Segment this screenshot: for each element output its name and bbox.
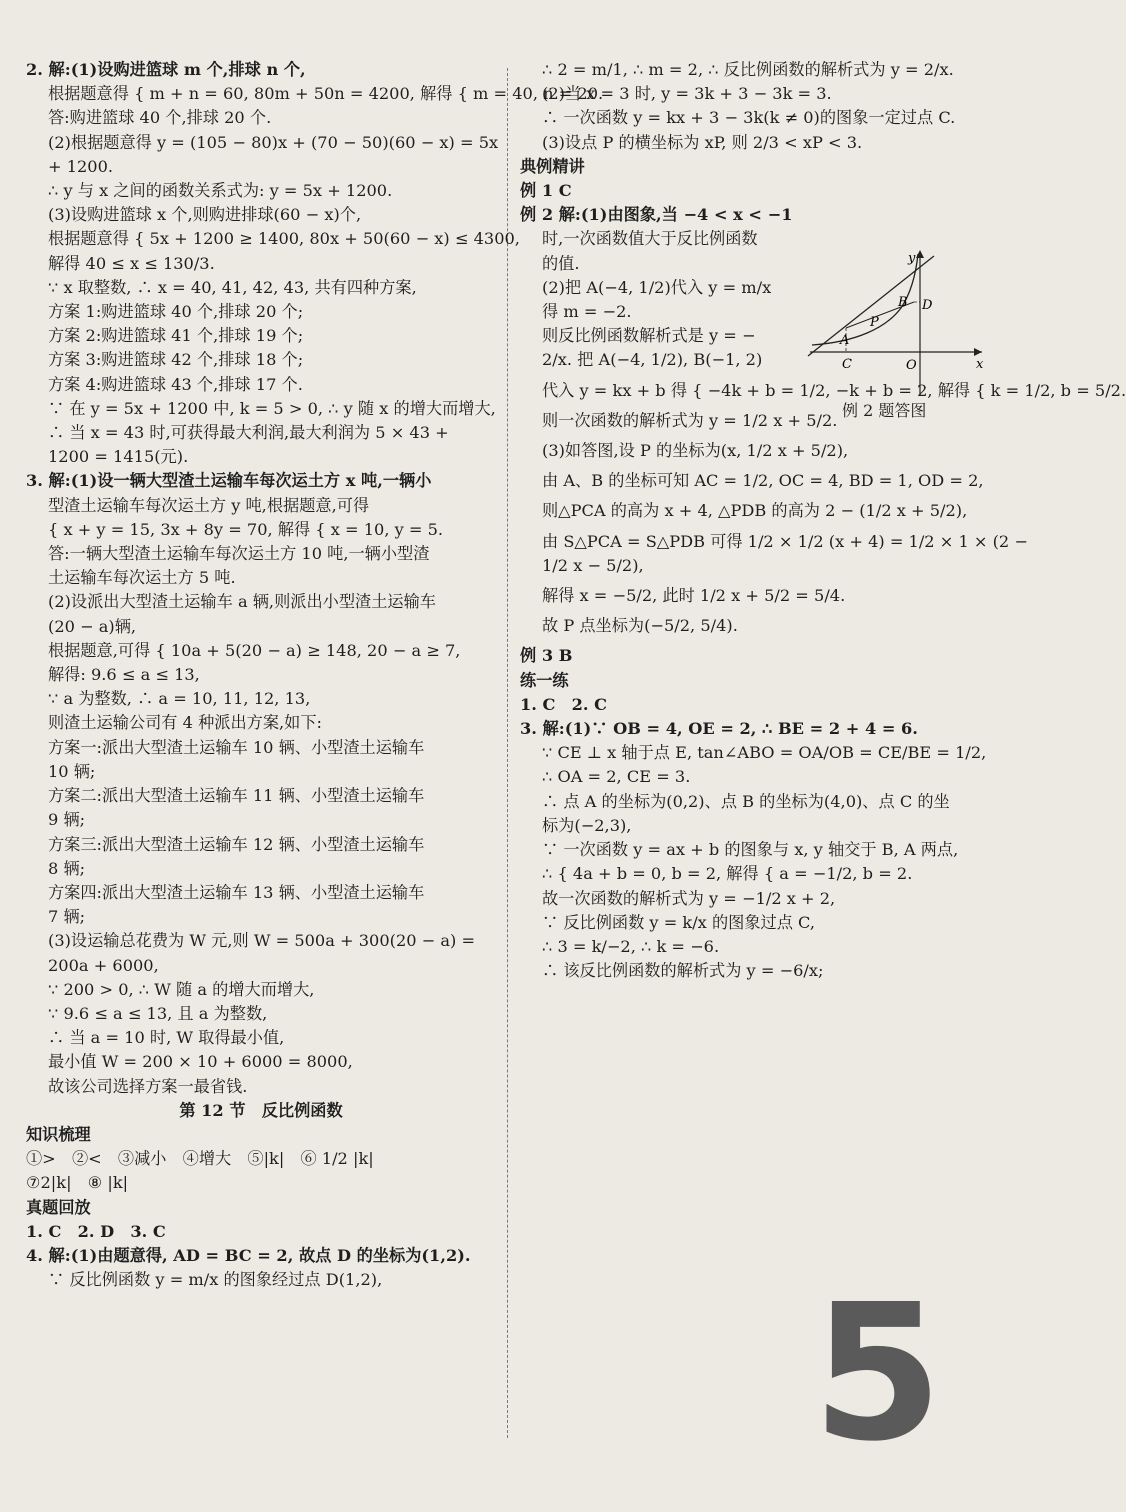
text-line: ∴ 点 A 的坐标为(0,2)、点 B 的坐标为(4,0)、点 C 的坐	[542, 791, 950, 811]
label-c: C	[842, 357, 852, 372]
section-title: 第 12 节 反比例函数	[179, 1100, 343, 1120]
text-line: 则△PCA 的高为 x + 4, △PDB 的高为 2 − (1/2 x + 5/2),	[542, 501, 968, 521]
text-line: ∴ 当 a = 10 时, W 取得最小值,	[48, 1028, 285, 1048]
text-line: 方案四:派出大型渣土运输车 13 辆、小型渣土运输车	[48, 882, 425, 902]
text-line: 则一次函数的解析式为 y = 1/2 x + 5/2.	[542, 410, 838, 430]
problem-3-heading: 3. 解:(1)设一辆大型渣土运输车每次运土方 x 吨,一辆小	[26, 471, 432, 491]
label-y: y	[908, 251, 916, 266]
text-line: 1. C 2. C	[520, 694, 608, 714]
text-line: 则渣土运输公司有 4 种派出方案,如下:	[48, 713, 323, 733]
graph-svg	[806, 248, 988, 398]
text-line: 由 A、B 的坐标可知 AC = 1/2, OC = 4, BD = 1, OD = 2,	[542, 471, 984, 491]
subsection-heading: 知识梳理	[26, 1124, 91, 1144]
text-line: 解得: 9.6 ≤ a ≤ 13,	[48, 665, 200, 685]
text-line: 解得 40 ≤ x ≤ 130/3.	[48, 253, 215, 273]
text-line: (3)如答图,设 P 的坐标为(x, 1/2 x + 5/2),	[542, 441, 849, 461]
text-line: 最小值 W = 200 × 10 + 6000 = 8000,	[48, 1052, 353, 1072]
text-line: 7 辆;	[48, 907, 86, 927]
right-column	[520, 58, 1126, 983]
text-line: ∴ 3 = k/−2, ∴ k = −6.	[542, 936, 720, 956]
text-line: ∴ 当 x = 43 时,可获得最大利润,最大利润为 5 × 43 +	[48, 423, 449, 443]
text-line: 答:购进篮球 40 个,排球 20 个.	[48, 108, 272, 128]
text-line: 例 1 C	[520, 181, 572, 201]
text-line: ∴ 一次函数 y = kx + 3 − 3k(k ≠ 0)的图象一定过点 C.	[542, 108, 956, 128]
text-line: (20 − a)辆,	[48, 616, 137, 636]
text-line: 时,一次函数值大于反比例函数	[542, 229, 758, 249]
text-line: 答:一辆大型渣土运输车每次运土方 10 吨,一辆小型渣	[48, 544, 430, 564]
example-2-figure	[806, 248, 988, 418]
text-line: ∵ a 为整数, ∴ a = 10, 11, 12, 13,	[48, 689, 311, 709]
text-line: 根据题意,可得 { 10a + 5(20 − a) ≥ 148, 20 − a ≥ 7,	[48, 640, 461, 660]
example-2-heading: 例 2 解:(1)由图象,当 −4 < x < −1	[520, 205, 793, 225]
text-line: 方案 1:购进篮球 40 个,排球 20 个;	[48, 302, 304, 322]
text-line: (2)当 x = 3 时, y = 3k + 3 − 3k = 3.	[542, 84, 832, 104]
text-line: (2)设派出大型渣土运输车 a 辆,则派出小型渣土运输车	[48, 592, 436, 612]
text-line: (2)把 A(−4, 1/2)代入 y = m/x	[542, 277, 772, 297]
text-line: 1/2 x − 5/2),	[542, 555, 644, 575]
text-line: 8 辆;	[48, 858, 86, 878]
text-line: 代入 y = kx + b 得 { −4k + b = 1/2, −k + b = 2, 解得 { k = 1/2, b = 5/2.	[542, 380, 1126, 400]
text-line: (2)根据题意得 y = (105 − 80)x + (70 − 50)(60 − x) = 5x	[48, 132, 499, 152]
label-p: P	[870, 315, 879, 330]
text-line: ∴ { 4a + b = 0, b = 2, 解得 { a = −1/2, b = 2.	[542, 864, 913, 884]
text-line: 方案 3:购进篮球 42 个,排球 18 个;	[48, 350, 304, 370]
subsection-heading: 练一练	[520, 670, 569, 690]
text-line: 故该公司选择方案一最省钱.	[48, 1076, 248, 1096]
text-line: { x + y = 15, 3x + 8y = 70, 解得 { x = 10, y = 5.	[48, 519, 444, 539]
text-line: 由 S△PCA = S△PDB 可得 1/2 × 1/2 (x + 4) = 1/2 × 1 × (2 −	[542, 531, 1028, 551]
text-line: 方案三:派出大型渣土运输车 12 辆、小型渣土运输车	[48, 834, 425, 854]
subsection-heading: 典例精讲	[520, 156, 585, 176]
text-line: + 1200.	[48, 156, 114, 176]
column-divider	[507, 68, 508, 1438]
text-line: ∵ 一次函数 y = ax + b 的图象与 x, y 轴交于 B, A 两点,	[542, 840, 959, 860]
text-line: ①> ②< ③减小 ④增大 ⑤|k| ⑥ 1/2 |k|	[26, 1149, 374, 1169]
text-line: 型渣土运输车每次运土方 y 吨,根据题意,可得	[48, 495, 370, 515]
text-line: ∵ CE ⊥ x 轴于点 E, tan∠ABO = OA/OB = CE/BE = 1/2,	[542, 743, 987, 763]
text-line: ⑦2|k| ⑧ |k|	[26, 1173, 129, 1193]
text-line: 2/x. 把 A(−4, 1/2), B(−1, 2)	[542, 350, 763, 370]
text-line: 故一次函数的解析式为 y = −1/2 x + 2,	[542, 888, 836, 908]
text-line: (3)设运输总花费为 W 元,则 W = 500a + 300(20 − a) =	[48, 931, 476, 951]
text-line: 10 辆;	[48, 761, 96, 781]
problem-2-heading: 2. 解:(1)设购进篮球 m 个,排球 n 个,	[26, 60, 306, 79]
x-axis-arrow-icon	[974, 348, 982, 356]
text-line: 1. C 2. D 3. C	[26, 1221, 166, 1241]
text-line: 方案 4:购进篮球 43 个,排球 17 个.	[48, 374, 303, 394]
text-line: ∴ OA = 2, CE = 3.	[542, 767, 691, 787]
text-line: ∵ 200 > 0, ∴ W 随 a 的增大而增大,	[48, 979, 315, 999]
text-line: 1200 = 1415(元).	[48, 447, 189, 467]
text-line: ∵ 反比例函数 y = k/x 的图象过点 C,	[542, 912, 815, 932]
text-line: 根据题意得 { 5x + 1200 ≥ 1400, 80x + 50(60 − x) ≤ 4300,	[48, 229, 520, 249]
text-line: 的值.	[542, 253, 580, 273]
text-line: (3)设点 P 的横坐标为 xP, 则 2/3 < xP < 3.	[542, 132, 863, 152]
text-line: 例 3 B	[520, 646, 573, 666]
text-line: ∵ 在 y = 5x + 1200 中, k = 5 > 0, ∴ y 随 x 的增大而增大,	[48, 398, 496, 418]
text-line: 方案二:派出大型渣土运输车 11 辆、小型渣土运输车	[48, 786, 425, 806]
label-o: O	[906, 358, 917, 373]
text-line: ∵ 反比例函数 y = m/x 的图象经过点 D(1,2),	[48, 1270, 383, 1290]
text-line: 方案一:派出大型渣土运输车 10 辆、小型渣土运输车	[48, 737, 425, 757]
label-d: D	[922, 298, 933, 313]
subsection-heading: 真题回放	[26, 1197, 91, 1217]
text-line: 标为(−2,3),	[542, 815, 632, 835]
text-line: 9 辆;	[48, 810, 86, 830]
text-line: 故 P 点坐标为(−5/2, 5/4).	[542, 616, 738, 636]
label-b: B	[898, 295, 908, 310]
text-line: 方案 2:购进篮球 41 个,排球 19 个;	[48, 326, 304, 346]
text-line: 得 m = −2.	[542, 302, 632, 322]
text-line: ∵ 9.6 ≤ a ≤ 13, 且 a 为整数,	[48, 1003, 268, 1023]
text-line: 200a + 6000,	[48, 955, 159, 975]
page-number: 5	[812, 1264, 943, 1483]
text-line: 则反比例函数解析式是 y = −	[542, 326, 756, 346]
problem-3-right-heading: 3. 解:(1)∵ OB = 4, OE = 2, ∴ BE = 2 + 4 = 6.	[520, 719, 918, 739]
text-line: 土运输车每次运土方 5 吨.	[48, 568, 236, 588]
text-line: ∴ 2 = m/1, ∴ m = 2, ∴ 反比例函数的解析式为 y = 2/x.	[542, 60, 954, 79]
figure-caption: 例 2 题答图	[842, 401, 927, 420]
text-line: ∵ x 取整数, ∴ x = 40, 41, 42, 43, 共有四种方案,	[48, 277, 417, 297]
text-line: ∴ 该反比例函数的解析式为 y = −6/x;	[542, 961, 824, 981]
text-line: ∴ y 与 x 之间的函数关系式为: y = 5x + 1200.	[48, 181, 393, 201]
label-a: A	[840, 333, 850, 348]
text-line: 根据题意得 { m + n = 60, 80m + 50n = 4200, 解得 { m = 40, n = 20.	[48, 84, 604, 104]
text-line: 解得 x = −5/2, 此时 1/2 x + 5/2 = 5/4.	[542, 586, 846, 606]
text-line: (3)设购进篮球 x 个,则购进排球(60 − x)个,	[48, 205, 362, 225]
problem-4-heading: 4. 解:(1)由题意得, AD = BC = 2, 故点 D 的坐标为(1,2).	[26, 1245, 471, 1265]
label-x: x	[976, 357, 984, 372]
